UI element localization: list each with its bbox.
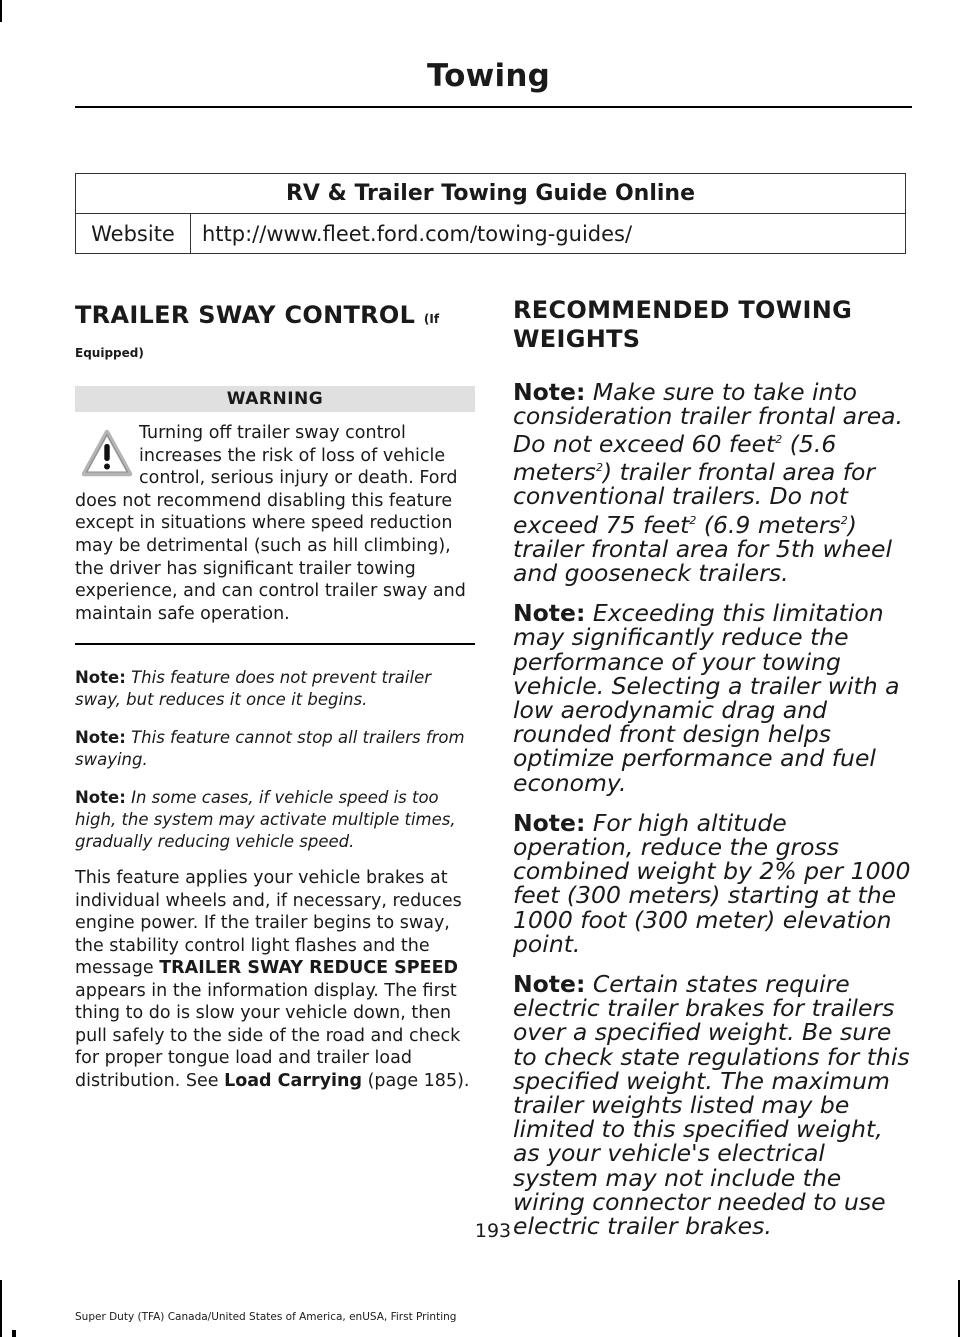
warning-label: WARNING bbox=[75, 386, 475, 412]
warning-text: Turning off trailer sway control increases the risk of loss of vehicle control, serious injury or death. Ford does not recommend disabling this feature except in situations where speed reduction may be detrimental (such as hill climbing), the driver has significant trailer towing experience, and can control trailer sway and maintain safe operation. bbox=[75, 423, 466, 624]
table-title: RV & Trailer Towing Guide Online bbox=[76, 174, 906, 214]
superscript: 2 bbox=[595, 461, 603, 475]
note-text: Make sure to take into consideration trailer frontal area. Do not exceed 60 feet$^2$ (5.6 meters$^2$) trailer frontal area for conventional trailers. Do not exceed 75 feet$^2$ (6.9 meters$^2$) trailer frontal area for 5th wheel and gooseneck trailers. bbox=[513, 378, 904, 587]
superscript: 2 bbox=[689, 513, 697, 527]
cross-reference-link[interactable]: Load Carrying bbox=[224, 1070, 362, 1091]
header-rule bbox=[75, 106, 912, 108]
note-label: Note: bbox=[75, 728, 126, 748]
table-cell-label: Website bbox=[76, 214, 191, 254]
body-paragraph bbox=[75, 867, 475, 1092]
section-heading-trailer-sway bbox=[75, 300, 475, 334]
crop-mark bbox=[12, 1330, 16, 1337]
note-1 bbox=[75, 667, 475, 711]
heading-suffix: (If bbox=[423, 312, 440, 326]
superscript: 2 bbox=[775, 433, 783, 447]
superscript: 2 bbox=[840, 513, 848, 527]
crop-mark bbox=[0, 0, 2, 22]
page-number: 193 bbox=[474, 1220, 512, 1242]
right-column bbox=[513, 296, 911, 1238]
note-text: This feature cannot stop all trailers from swaying. bbox=[75, 728, 465, 770]
note-2 bbox=[75, 727, 475, 771]
heading-line-1: RECOMMENDED TOWING bbox=[513, 296, 853, 324]
note-label: Note: bbox=[75, 788, 126, 808]
website-link[interactable]: http://www.fleet.ford.com/towing-guides/ bbox=[191, 214, 906, 254]
heading-equipped: Equipped) bbox=[75, 346, 144, 360]
body-text-1: This feature applies your vehicle brakes at individual wheels and, if necessary, reduces engine power. If the trailer begins to sway, the stability control light flashes and the message bbox=[75, 868, 462, 979]
warning-triangle-icon bbox=[81, 428, 133, 480]
note-limitation bbox=[513, 601, 911, 795]
note-text: Certain states require electric trailer brakes for trailers over a specified weight. Be sure to check state regulations for this specified weight. The maximum trailer weights listed may be limited to this specified weight, as your vehicle's electrical system may not include the wiring connector needed to use electric trailer brakes. bbox=[513, 969, 910, 1240]
heading-line-2: WEIGHTS bbox=[513, 325, 641, 353]
page-header-title: Towing bbox=[426, 58, 550, 94]
note-label: Note: bbox=[513, 599, 586, 628]
section-heading-text: TRAILER SWAY CONTROL bbox=[75, 301, 416, 329]
section-heading-towing-weights bbox=[513, 296, 911, 354]
note-frontal-area bbox=[513, 380, 911, 585]
display-message: TRAILER SWAY REDUCE SPEED bbox=[159, 958, 459, 979]
left-column bbox=[75, 300, 475, 1092]
page-reference: (page 185). bbox=[367, 1070, 470, 1091]
table-row bbox=[76, 214, 906, 254]
note-text: For high altitude operation, reduce the gross combined weight by 2% per 1000 feet (300 meters) starting at the 1000 foot (300 meter) elevation point. bbox=[513, 808, 911, 958]
warning-box bbox=[75, 422, 475, 625]
note-text: Exceeding this limitation may significantly reduce the performance of your towing vehicle. Selecting a trailer with a low aerodynamic drag and rounded front design helps optimize performance and fuel economy. bbox=[513, 599, 900, 797]
crop-mark bbox=[0, 1280, 2, 1337]
note-label: Note: bbox=[513, 378, 586, 406]
towing-guide-table bbox=[75, 173, 906, 254]
note-electric-brakes bbox=[513, 969, 911, 1240]
note-text: In some cases, if vehicle speed is too high, the system may activate multiple times, gradually reducing vehicle speed. bbox=[75, 788, 456, 852]
table-header-row bbox=[76, 174, 906, 214]
note-text: This feature does not prevent trailer sway, but reduces it once it begins. bbox=[75, 668, 432, 710]
note-label: Note: bbox=[75, 668, 126, 688]
warning-bottom-rule bbox=[75, 643, 475, 645]
footer-text: Super Duty (TFA) Canada/United States of America, enUSA, First Printing bbox=[75, 1311, 457, 1323]
note-label: Note: bbox=[513, 969, 586, 998]
note-3 bbox=[75, 787, 475, 853]
body-text-2: appears in the information display. The first thing to do is slow your vehicle down, then pull safely to the side of the road and check for proper tongue load and trailer load distribution. See bbox=[75, 980, 461, 1091]
note-label: Note: bbox=[513, 808, 586, 837]
note-altitude bbox=[513, 808, 911, 958]
